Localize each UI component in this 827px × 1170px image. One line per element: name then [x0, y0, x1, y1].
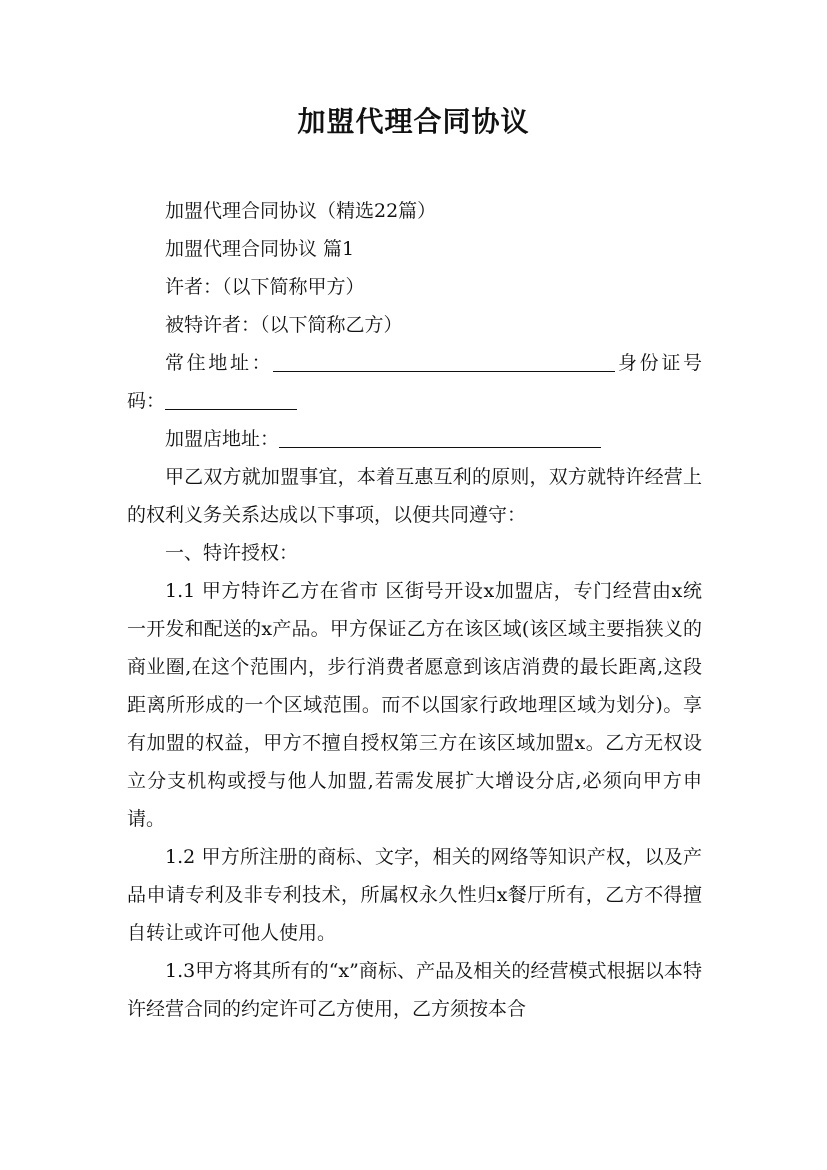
store-address-label: 加盟店地址：: [165, 428, 280, 450]
store-address-blank-line: [279, 427, 601, 448]
paragraph-licensor: 许者：（以下简称甲方）: [165, 276, 365, 298]
paragraph-store-address: [127, 420, 702, 458]
section-heading-licensing: 一、特许授权：: [165, 542, 299, 564]
paragraph-subtitle: 加盟代理合同协议（精选22篇）: [165, 200, 437, 222]
clause-1-3: 1.3甲方将其所有的“x”商标、产品及相关的经营模式根据以本特许经营合同的约定许可乙方使用，乙方须按本合: [127, 960, 702, 1020]
document-title: 加盟代理合同协议: [297, 105, 530, 138]
clause-1-2: 1.2 甲方所注册的商标、文字，相关的网络等知识产权，以及产品申请专利及非专利技术，所属权永久性归x餐厅所有，乙方不得擅自转让或许可他人使用。: [127, 846, 702, 944]
paragraph-chapter-heading: 加盟代理合同协议 篇1: [165, 238, 355, 260]
document-body: [127, 192, 702, 1028]
address-label: 常住地址：: [165, 352, 274, 374]
address-blank-line: [273, 351, 615, 372]
paragraph-preamble: 甲乙双方就加盟事宜，本着互惠互利的原则，双方就特许经营上的权利义务关系达成以下事项，以便共同遵守：: [127, 466, 702, 526]
paragraph-address-id: [127, 344, 702, 420]
clause-1-1: 1.1 甲方特许乙方在省市 区街号开设x加盟店，专门经营由x统一开发和配送的x产品。甲方保证乙方在该区域(该区域主要指狭义的商业圈,在这个范围内，步行消费者愿意到该店消费的最长距离,这段距离所形成的一个区域范围。而不以国家行政地理区域为划分)。享有加盟的权益，甲方不擅自授权第三方在该区域加盟x。乙方无权设立分支机构或授与他人加盟,若需发展扩大增设分店,必须向甲方申请。: [127, 580, 702, 830]
paragraph-licensee: 被特许者：（以下简称乙方）: [165, 314, 403, 336]
id-number-blank-line: [165, 389, 297, 410]
id-number-label: 身份证号码：: [127, 352, 702, 412]
